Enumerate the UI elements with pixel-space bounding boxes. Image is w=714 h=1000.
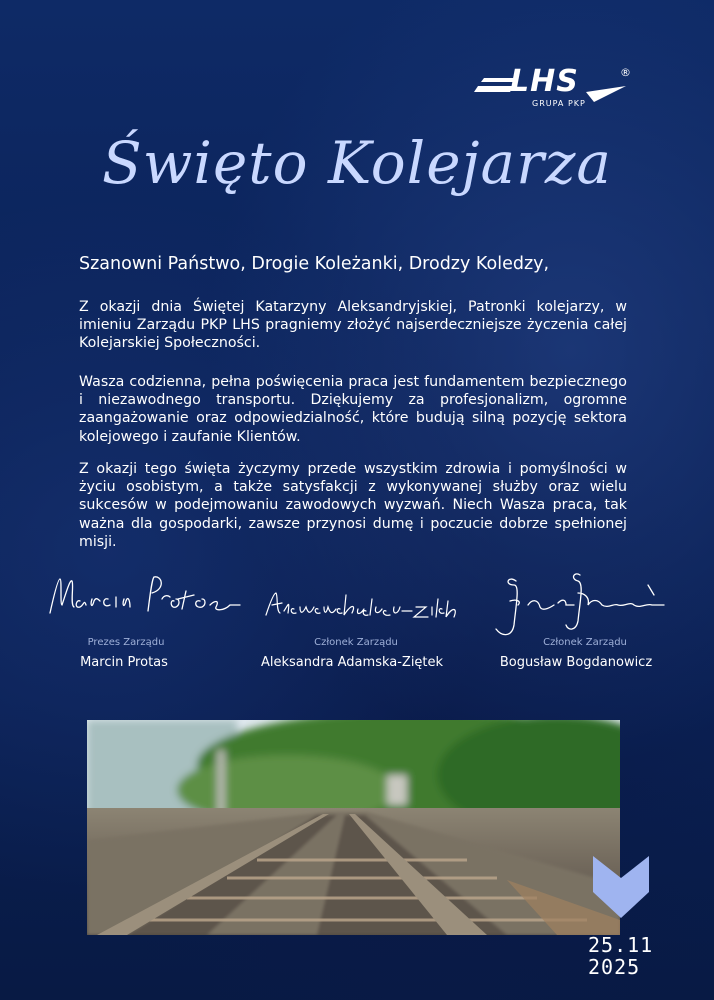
signature-aleksandra-adamska-zietek bbox=[262, 585, 472, 630]
date-day-month: 25.11 bbox=[588, 933, 654, 957]
logo-subtext: GRUPA PKP bbox=[532, 99, 586, 108]
registered-mark: ® bbox=[620, 66, 631, 79]
lhs-logo bbox=[474, 62, 634, 110]
paragraph-1: Z okazji dnia Świętej Katarzyny Aleksandryjskiej, Patronki kolejarzy, w imieniu Zarządu PKP LHS pragniemy złożyć najserdeczniejsze życzenia całej Kolejarskiej Społeczności. bbox=[79, 299, 627, 352]
date bbox=[588, 934, 658, 978]
greeting: Szanowni Państwo, Drogie Koleżanki, Drodzy Koledzy, bbox=[79, 254, 550, 274]
page-title: Święto Kolejarza bbox=[102, 129, 612, 197]
chevron-down-icon bbox=[593, 856, 649, 918]
signatory-2-role: Członek Zarządu bbox=[314, 637, 398, 648]
signature-marcin-protas bbox=[44, 565, 244, 625]
logo-text: LHS bbox=[510, 64, 579, 99]
date-year: 2025 bbox=[588, 955, 641, 979]
signatory-3-name: Bogusław Bogdanowicz bbox=[499, 655, 653, 670]
paragraph-3: Z okazji tego święta życzymy przede wszystkim zdrowia i pomyślności w życiu osobistym, a także satysfakcji z wykonywanej służby oraz wielu sukcesów w podejmowaniu zawodowych wyzwań. Niech Wasza praca, tak ważna dla gospodarki, zawsze przynosi dumę i poczucie dobrze spełnionej misji. bbox=[79, 461, 627, 550]
signatory-1-role: Prezes Zarządu bbox=[87, 637, 165, 648]
signatory-3-role: Członek Zarządu bbox=[543, 637, 627, 648]
signatory-2-name: Aleksandra Adamska-Ziętek bbox=[260, 655, 444, 670]
signature-boguslaw-bogdanowicz bbox=[488, 565, 668, 645]
paragraph-2: Wasza codzienna, pełna poświęcenia praca jest fundamentem bezpiecznego i niezawodnego transportu. Dziękujemy za profesjonalizm, ogromne zaangażowanie oraz odpowiedzialność, które budują silną pozycję sektora kolejowego i zaufanie Klientów. bbox=[79, 374, 627, 445]
signatory-1-name: Marcin Protas bbox=[80, 655, 168, 670]
railway-track-image bbox=[87, 720, 620, 935]
